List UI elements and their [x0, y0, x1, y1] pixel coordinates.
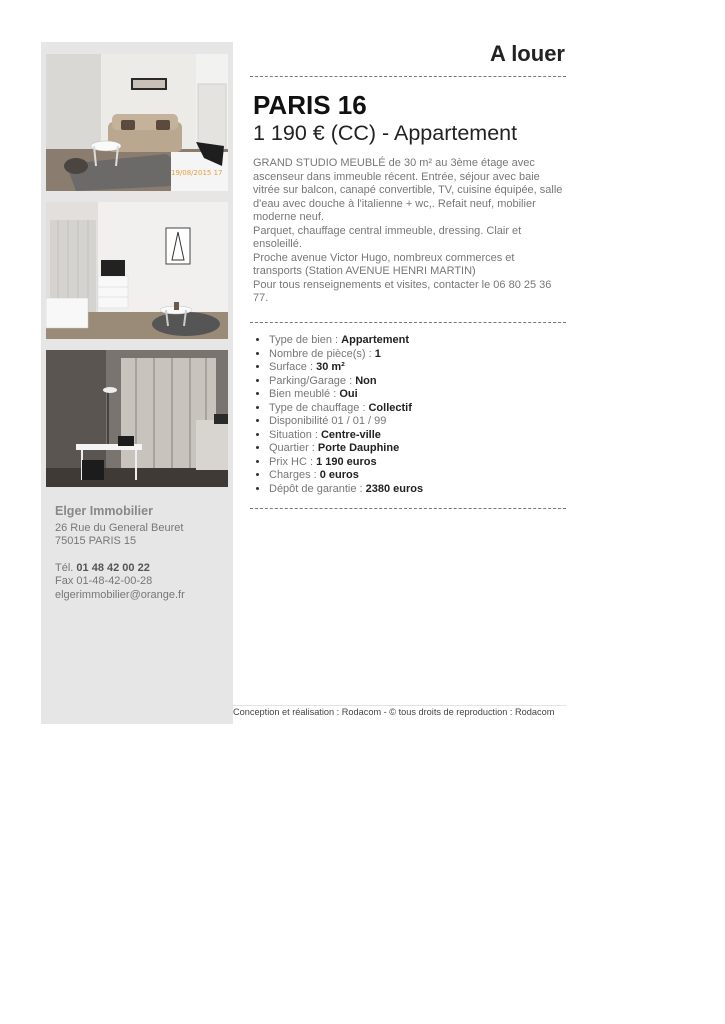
listing-price: 1 190 € (CC) - Appartement	[253, 121, 518, 145]
bedroom-photo	[46, 202, 228, 339]
phone-label: Tél.	[55, 561, 77, 574]
agency-address-city: 75015 PARIS 15	[55, 535, 137, 547]
agency-name: Elger Immobilier	[55, 504, 153, 518]
listing-status: A louer	[490, 41, 565, 66]
feature-item: • Parking/Garage : Non	[269, 375, 423, 389]
agency-contact	[55, 505, 185, 602]
agency-phone	[55, 562, 185, 576]
footer-divider	[233, 705, 566, 706]
photo-timestamp: 19/08/2015 17	[171, 169, 223, 177]
living-room-photo	[46, 54, 228, 191]
listing-city: PARIS 16	[253, 90, 367, 120]
listing-description	[253, 157, 563, 306]
feature-item: • Prix HC : 1 190 euros	[269, 456, 423, 470]
feature-item: • Nombre de pièce(s) : 1	[269, 348, 423, 362]
divider	[250, 322, 566, 323]
feature-item: • Quartier : Porte Dauphine	[269, 442, 423, 456]
description-paragraph: Proche avenue Victor Hugo, nombreux commerces et transports (Station AVENUE HENRI MARTIN)	[253, 251, 515, 277]
feature-item: • Charges : 0 euros	[269, 469, 423, 483]
feature-item: • Bien meublé : Oui	[269, 388, 423, 402]
listing-photo-2[interactable]	[46, 202, 228, 339]
divider	[250, 76, 566, 77]
dining-photo	[46, 350, 228, 487]
feature-item: • Situation : Centre-ville	[269, 429, 423, 443]
agency-address-street: 26 Rue du General Beuret	[55, 521, 184, 534]
agency-email[interactable]: elgerimmobilier@orange.fr	[55, 588, 185, 601]
feature-item: • Disponibilité 01 / 01 / 99	[269, 415, 423, 429]
description-paragraph: Parquet, chauffage central immeuble, dressing. Clair et ensoleillé.	[253, 224, 522, 250]
description-paragraph: Pour tous renseignements et visites, contacter le 06 80 25 36 77.	[253, 278, 552, 304]
divider	[250, 508, 566, 509]
listing-photo-3[interactable]	[46, 350, 228, 487]
feature-item: • Surface : 30 m²	[269, 361, 423, 375]
feature-item: • Type de chauffage : Collectif	[269, 402, 423, 416]
footer-credit: Conception et réalisation : Rodacom - © tous droits de reproduction : Rodacom	[233, 707, 555, 717]
agency-fax: Fax 01-48-42-00-28	[55, 575, 153, 587]
feature-item: • Type de bien : Appartement	[269, 334, 423, 348]
feature-item: • Dépôt de garantie : 2380 euros	[269, 483, 423, 497]
listing-photo-1[interactable]	[46, 54, 228, 191]
description-paragraph: GRAND STUDIO MEUBLÉ de 30 m² au 3ème étage avec ascenseur dans immeuble récent. Entrée, séjour avec baie vitrée sur balcon, canapé convertible, TV, cuisine équipée, salle d'eau avec douche à l'italienne + wc,. Refait neuf, mobilier moderne neuf.	[253, 157, 563, 223]
phone-number[interactable]: 01 48 42 00 22	[76, 561, 150, 574]
feature-list	[254, 334, 423, 496]
